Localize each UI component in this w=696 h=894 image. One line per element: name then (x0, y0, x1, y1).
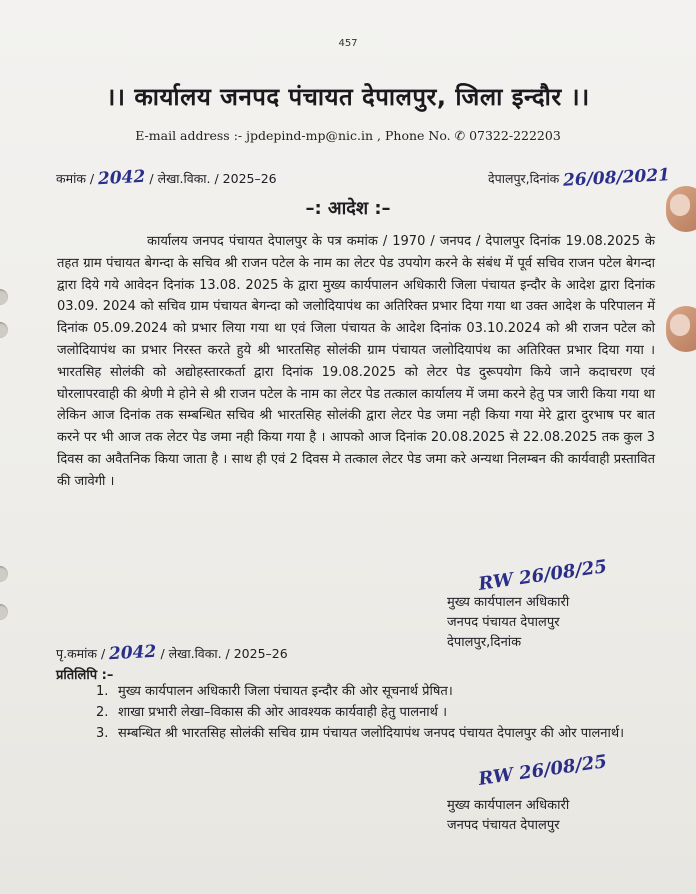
punch-hole (0, 322, 8, 338)
date-handwritten: 26/08/2021 (562, 165, 671, 191)
list-item (96, 723, 656, 744)
signatory-office: जनपद पंचायत देपालपुर (447, 615, 560, 630)
copy-reference-prefix: पृ.कमांक / (56, 646, 106, 661)
punch-hole (0, 604, 8, 620)
list-item-number: 1. (96, 684, 109, 699)
place-date-line (488, 165, 671, 191)
signatory-office: जनपद पंचायत देपालपुर (447, 818, 560, 833)
copy-reference-suffix: / लेखा.विका. / 2025–26 (160, 646, 288, 661)
copy-reference-line (56, 643, 288, 663)
phone-number: 07322-222203 (469, 128, 561, 143)
order-heading: –: आदेश :– (305, 198, 391, 219)
signature-2: RW 26/08/25 (477, 751, 609, 790)
signature-1: RW 26/08/25 (477, 556, 609, 595)
list-item-text: सम्बन्धित श्री भारतसिह सोलंकी सचिव ग्राम पंचायत जलोदियापंथ जनपद पंचायत देपालपुर की ओर पालनार्थ। (118, 726, 625, 741)
order-body: कार्यालय जनपद पंचायत देपालपुर के पत्र कमांक / 1970 / जनपद / देपालपुर दिनांक 19.08.2025 के तहत ग्राम पंचायत बेगन्दा के सचिव श्री राजन पटेल के नाम का लेटर पेड उपयोग करने के संबंध में पूर्व सचिव राजन पटेल बेगन्दा द्वारा दिये गये आवेदन दिनांक 13.08. 2025 के द्वारा मुख्य कार्यपालन अधिकारी जिला पंचायत इन्दौर के आदेश द्वारा दिनांक 03.09. 2024 को सचिव ग्राम पंचायत बेगन्दा को जलोदियापंथ का अतिरिक्त प्रभार दिया गया था उक्त आदेश के परिपालन में दिनांक 05.09.2024 को प्रभार लिया गया था एवं जिला पंचायत के आदेश दिनांक 03.10.2024 को श्री राजन पटेल को जलोदियापंथ का प्रभार निरस्त करते हुये श्री भारतसिह सोलंकी ग्राम पंचायत जलोदियापंथ का अतिरिक्त प्रभार दिया गया । भारतसिह सोलंकी को अद्योहस्तारकर्ता द्वारा दिनांक 19.08.2025 को लेटर पेड दुरूपयोग किये जाने कदाचरण एवं घोरलापरवाही की श्रेणी मे होने से श्री राजन पटेल के नाम का लेटर पेड तत्काल कार्यालय में जमा करने हेतु पत्र जारी किया गया था लेकिन आज दिनांक तक सम्बन्धित सचिव श्री भारतसिह सोलंकी द्वारा लेटर पेड जमा नही किया गया मेरे द्वारा दुरभाष पर बात करने पर भी आज तक लेटर पेड जमा नही किया गया है । आपको आज दिनांक 20.08.2025 से 22.08.2025 तक कुल 3 दिवस का अवैतनिक किया जाता है । साथ ही एवं 2 दिवस मे तत्काल लेटर पेड जमा करे अन्यथा निलम्बन की कार्यवाही प्रस्तावित की जावेगी । (57, 234, 655, 489)
list-item (96, 702, 656, 723)
list-item (96, 681, 656, 702)
email-text: E-mail address :- jpdepind-mp@nic.in , Phone No. (135, 128, 451, 143)
list-item-text: मुख्य कार्यपालन अधिकारी जिला पंचायत इन्दौर की ओर सूचनार्थ प्रेषित। (118, 684, 453, 699)
finger (666, 186, 696, 232)
punch-hole (0, 289, 8, 305)
signatory-designation: मुख्य कार्यपालन अधिकारी (447, 595, 570, 610)
signatory-designation: मुख्य कार्यपालन अधिकारी (447, 798, 570, 813)
signatory-place-date: देपालपुर,दिनांक (447, 635, 522, 650)
signature-block-2 (447, 796, 569, 836)
place-date-label: देपालपुर,दिनांक (488, 171, 560, 186)
copy-reference-number-handwritten: 2042 (108, 641, 157, 665)
list-item-number: 3. (96, 726, 109, 741)
page-number: 457 (338, 38, 358, 49)
contact-line (0, 128, 696, 143)
copy-to-label: प्रतिलिपि :– (56, 668, 114, 683)
reference-suffix: / लेखा.विका. / 2025–26 (149, 171, 277, 186)
telephone-icon: ✆ (454, 128, 466, 143)
reference-prefix: कमांक / (56, 171, 95, 186)
reference-number-line (56, 168, 277, 188)
list-item-number: 2. (96, 705, 109, 720)
finger (666, 306, 696, 352)
punch-hole (0, 566, 8, 582)
copy-list (96, 681, 656, 744)
signature-block-1 (447, 593, 569, 653)
list-item-text: शाखा प्रभारी लेखा–विकास की ओर आवश्यक कार्यवाही हेतु पालनार्थ । (118, 705, 448, 720)
office-title: ।। कार्यालय जनपद पंचायत देपालपुर, जिला इन्दौर ।। (106, 83, 590, 111)
reference-number-handwritten: 2042 (97, 166, 146, 190)
